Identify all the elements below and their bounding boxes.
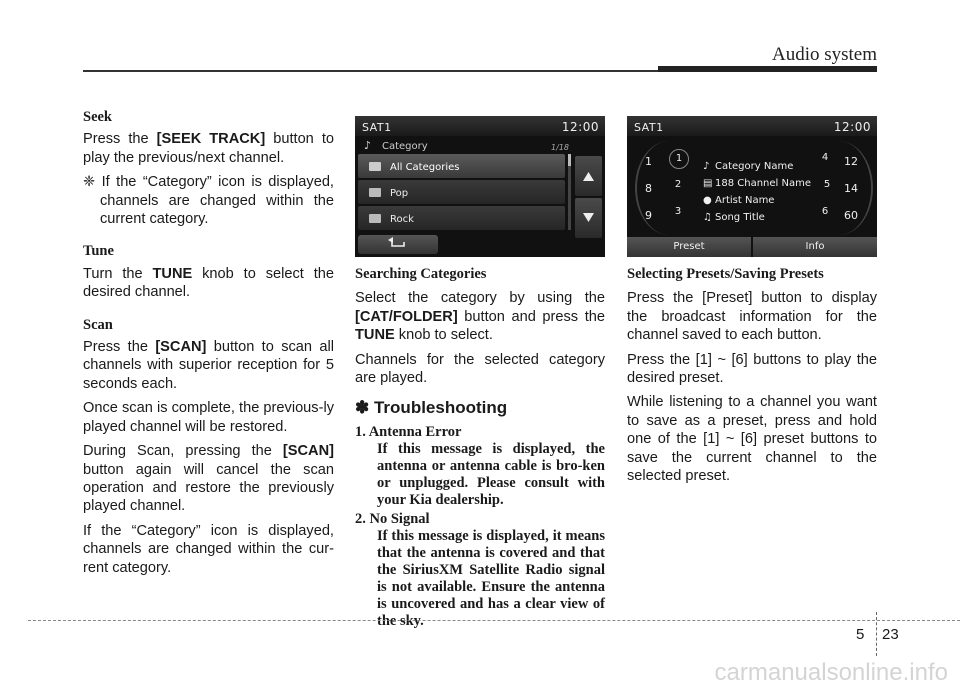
tune-paragraph: Turn the TUNE knob to select the desired channel.: [83, 265, 334, 301]
triangle-down-icon: [575, 198, 602, 238]
preset-screen: [627, 116, 877, 257]
searching-categories-caption: Searching Categories: [355, 266, 487, 282]
artist-icon: ●: [703, 195, 712, 206]
header-title: Audio system: [771, 44, 877, 65]
troubleshooting-heading: ✽ Troubleshooting: [355, 398, 508, 418]
preset-outer-label: 9: [645, 209, 652, 222]
asterisk-icon: ✽: [355, 398, 370, 418]
seek-paragraph: Press the [SEEK TRACK] button to play the previous/next channel.: [83, 131, 334, 166]
preset-outer-label: 14: [844, 182, 858, 195]
song-icon: ♫: [703, 212, 712, 223]
tune-heading: Tune: [83, 243, 114, 260]
back-button[interactable]: [358, 235, 438, 254]
scrollbar-thumb[interactable]: [568, 154, 571, 166]
presets-paragraph-1: Press the [Preset] button to display the broadcast information for the channel saved to each button.: [627, 290, 877, 344]
categories-paragraph-2: Channels for the selected category are played.: [355, 351, 605, 387]
scan-paragraph-2: Once scan is complete, the previous-ly played channel will be restored.: [83, 400, 334, 435]
seek-track-key: [SEEK TRACK]: [156, 131, 266, 148]
info-line: ● Artist Name: [703, 192, 774, 210]
status-bar: [627, 116, 877, 136]
scan-heading: Scan: [83, 316, 113, 333]
categories-paragraph-1: Select the category by using the [CAT/FOLDER] button and press the TUNE knob to select.: [355, 290, 605, 344]
category-item[interactable]: [358, 180, 565, 204]
cat-folder-key: [CAT/FOLDER]: [355, 308, 458, 325]
scan-paragraph-4: If the “Category” icon is displayed, channels are changed within the cur-rent category.: [83, 522, 334, 576]
info-tab-button[interactable]: Info: [753, 237, 877, 257]
preset-button-4[interactable]: 4: [821, 152, 829, 163]
source-label: SAT1: [362, 121, 392, 134]
category-header-label: Category: [382, 141, 428, 152]
preset-outer-label: 60: [844, 209, 858, 222]
folder-icon: [369, 214, 381, 223]
dial-arc-right: [805, 141, 873, 235]
preset-outer-label: 8: [645, 182, 652, 195]
scan-paragraph-3: During Scan, pressing the [SCAN] button again will cancel the scan operation and restore the previously played channel.: [83, 443, 334, 515]
presets-paragraph-2: Press the [1] ~ [6] buttons to play the desired preset.: [627, 351, 877, 387]
category-screen: [355, 116, 605, 257]
seek-heading: Seek: [83, 109, 112, 125]
category-item-label: Rock: [390, 214, 414, 225]
clock: 12:00: [561, 120, 599, 134]
page-indicator: 1/18: [551, 143, 569, 152]
preset-button-2[interactable]: 2: [674, 179, 682, 190]
column-seek-tune-scan: [83, 108, 334, 583]
header-rule: [83, 70, 661, 72]
category-item[interactable]: [358, 154, 565, 178]
presets-paragraph-3: While listening to a channel you want to save as a preset, press and hold one of the [1] ~ [6] preset buttons to save the current channel to the selected preset.: [627, 394, 877, 485]
info-line: ♫ Song Title: [703, 209, 765, 227]
folder-icon: [369, 162, 381, 171]
category-header: [355, 136, 605, 154]
troubleshooting-item: [355, 511, 605, 630]
watermark: carmanualsonline.info: [714, 659, 948, 686]
source-label: SAT1: [634, 121, 664, 134]
preset-button-3[interactable]: 3: [674, 206, 682, 217]
info-line: ♪ Category Name: [703, 158, 793, 176]
item-title: 1. Antenna Error: [355, 423, 462, 440]
item-title: 2. No Signal: [355, 510, 430, 527]
preset-outer-label: 1: [645, 155, 652, 168]
back-arrow-icon: [358, 235, 438, 254]
preset-tab-button[interactable]: Preset: [627, 237, 751, 257]
preset-outer-label: 12: [844, 155, 858, 168]
scroll-up-button[interactable]: [575, 156, 602, 196]
troubleshooting-item: [355, 424, 605, 509]
tune-key: TUNE: [355, 327, 395, 344]
category-icon: ♪: [703, 161, 710, 172]
info-line: ▤ 188 Channel Name: [703, 175, 811, 193]
channel-icon: ▤: [703, 178, 713, 189]
category-note-icon: ♪: [364, 139, 372, 152]
footer-rule: [28, 620, 960, 621]
page-number-separator: [876, 612, 877, 656]
page-number: 23: [882, 626, 899, 643]
item-body: If this message is displayed, it means that the antenna is covered and that the SiriusXM Satellite Radio signal is not available. Ensure the antenna is uncovered and has a clear view of the sky.: [377, 527, 605, 629]
scrollbar[interactable]: [568, 154, 571, 230]
category-item-label: All Categories: [390, 162, 460, 173]
dial-arc-left: [635, 141, 703, 235]
preset-button-1[interactable]: 1: [669, 149, 689, 169]
scan-key: [SCAN]: [155, 339, 207, 356]
tune-key: TUNE: [152, 265, 193, 282]
preset-button-6[interactable]: 6: [821, 206, 829, 217]
category-item-label: Pop: [390, 188, 409, 199]
seek-note: ❈ If the “Category” icon is displayed, channels are changed within the current category.: [83, 174, 334, 228]
scan-paragraph-1: Press the [SCAN] button to scan all channels with superior reception for 5 seconds each.: [83, 339, 334, 392]
section-number: 5: [856, 626, 865, 643]
preset-button-5[interactable]: 5: [823, 179, 831, 190]
presets-caption: Selecting Presets/Saving Presets: [627, 266, 824, 282]
column-categories-troubleshooting: [355, 116, 605, 632]
triangle-up-icon: [575, 156, 602, 196]
status-bar: [355, 116, 605, 136]
item-body: If this message is displayed, the antenna or antenna cable is bro-ken or unplugged. Please consult with your Kia dealership.: [377, 440, 605, 508]
folder-icon: [369, 188, 381, 197]
column-presets: [627, 116, 877, 491]
category-item[interactable]: [358, 206, 565, 230]
scroll-down-button[interactable]: [575, 198, 602, 238]
clock: 12:00: [833, 120, 871, 134]
header-rule-accent: [658, 66, 877, 72]
scan-key-2: [SCAN]: [282, 443, 334, 460]
